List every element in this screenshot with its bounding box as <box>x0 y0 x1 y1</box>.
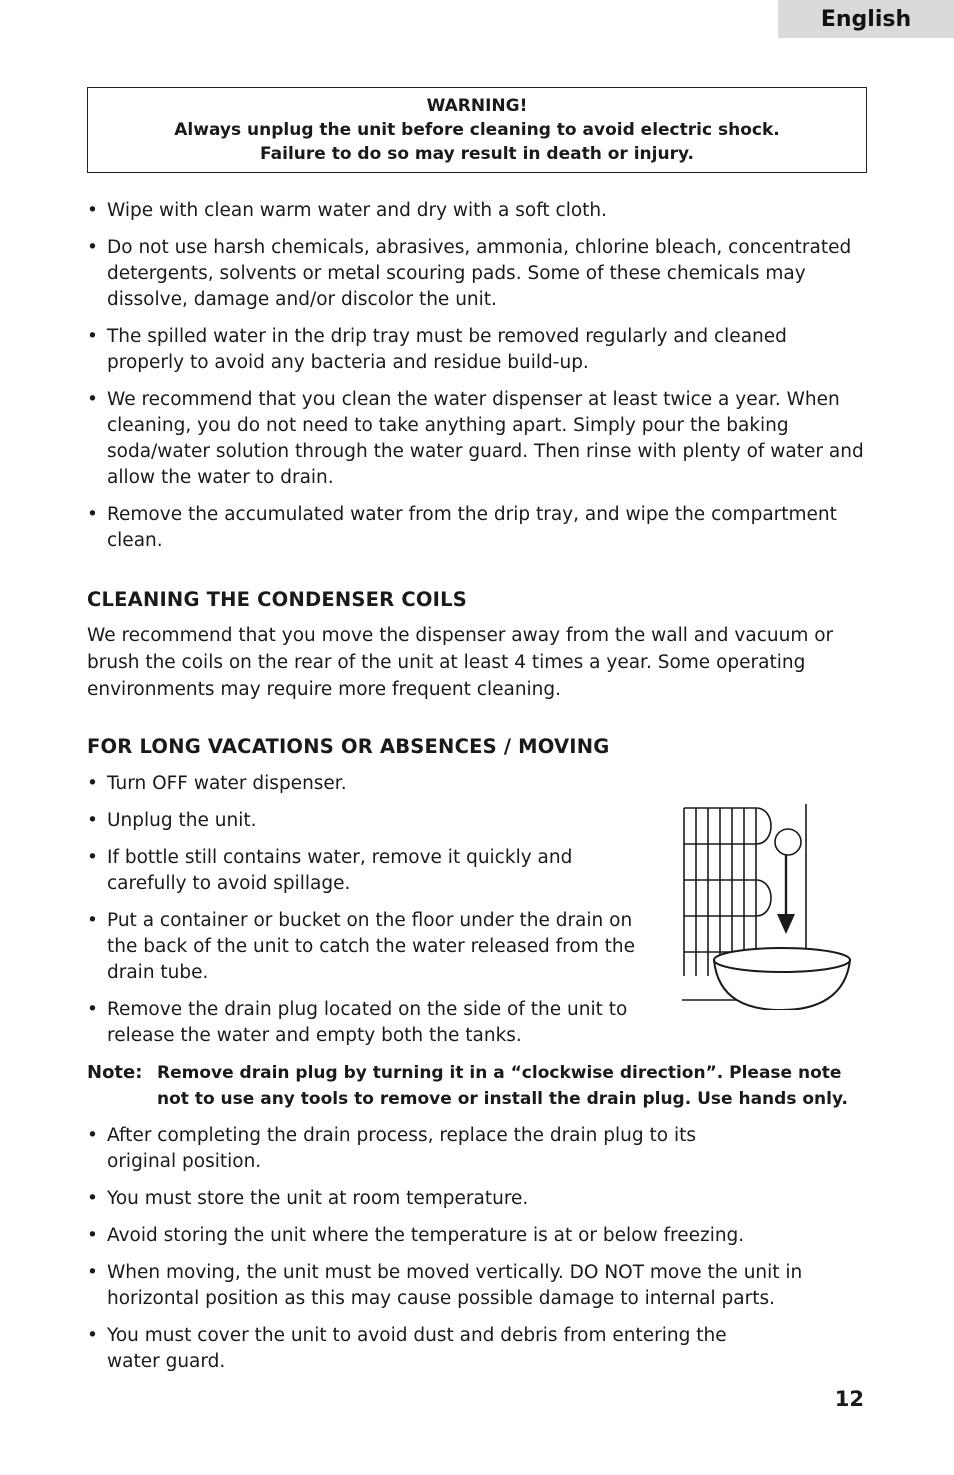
list-item: • Wipe with clean warm water and dry with a soft cloth. <box>87 198 867 224</box>
list-item: • We recommend that you clean the water dispenser at least twice a year. When cleaning, you do not need to take anything apart. Simply pour the baking soda/water solution through the water guard. Then rinse with plenty of water and allow the water to drain. <box>87 387 867 491</box>
cleaning-list <box>87 198 867 554</box>
list-item: • Remove the drain plug located on the side of the unit to release the water and empty both the tanks. <box>87 997 652 1049</box>
note-label: Note: <box>87 1062 143 1083</box>
language-tab: English <box>778 0 954 38</box>
list-item: • The spilled water in the drip tray must be removed regularly and cleaned properly to avoid any bacteria and residue build-up. <box>87 324 867 376</box>
list-item: • Remove the accumulated water from the drip tray, and wipe the compartment clean. <box>87 502 867 554</box>
list-item: • Unplug the unit. <box>87 808 652 834</box>
list-item: • You must cover the unit to avoid dust and debris from entering the water guard. <box>87 1323 757 1375</box>
vacation-heading: FOR LONG VACATIONS OR ABSENCES / MOVING <box>87 735 610 758</box>
page-number: 12 <box>834 1387 864 1411</box>
warning-line-2: Failure to do so may result in death or injury. <box>260 144 694 164</box>
list-item: • Turn OFF water dispenser. <box>87 771 652 797</box>
list-item: • Do not use harsh chemicals, abrasives, ammonia, chlorine bleach, concentrated detergents, solvents or metal scouring pads. Some of these chemicals may dissolve, damage and/or discolor the unit. <box>87 235 867 313</box>
page-content <box>87 198 867 1386</box>
list-item: • Put a container or bucket on the floor under the drain on the back of the unit to catch the water released from the drain tube. <box>87 908 652 986</box>
note <box>87 1060 867 1112</box>
list-item: • Avoid storing the unit where the temperature is at or below freezing. <box>87 1223 867 1249</box>
storage-list <box>87 1123 867 1375</box>
warning-line-1: Always unplug the unit before cleaning to avoid electric shock. <box>174 120 780 140</box>
drain-illustration <box>678 800 856 1010</box>
list-item: • After completing the drain process, replace the drain plug to its original position. <box>87 1123 727 1175</box>
list-item: • You must store the unit at room temperature. <box>87 1186 867 1212</box>
warning-title: WARNING! <box>426 96 528 116</box>
list-item: • When moving, the unit must be moved vertically. DO NOT move the unit in horizontal position as this may cause possible damage to internal parts. <box>87 1260 867 1312</box>
vacation-list <box>87 771 652 1049</box>
list-item: • If bottle still contains water, remove it quickly and carefully to avoid spillage. <box>87 845 652 897</box>
condenser-paragraph: We recommend that you move the dispenser away from the wall and vacuum or brush the coils on the rear of the unit at least 4 times a year. Some operating environments may require more frequent cleaning. <box>87 625 834 700</box>
drain-bowl-diagram <box>678 800 856 1010</box>
note-text: Remove drain plug by turning it in a “clockwise direction”. Please note not to use any tools to remove or install the drain plug. Use hands only. <box>157 1063 848 1109</box>
warning-box <box>87 87 867 173</box>
condenser-heading: CLEANING THE CONDENSER COILS <box>87 588 467 611</box>
